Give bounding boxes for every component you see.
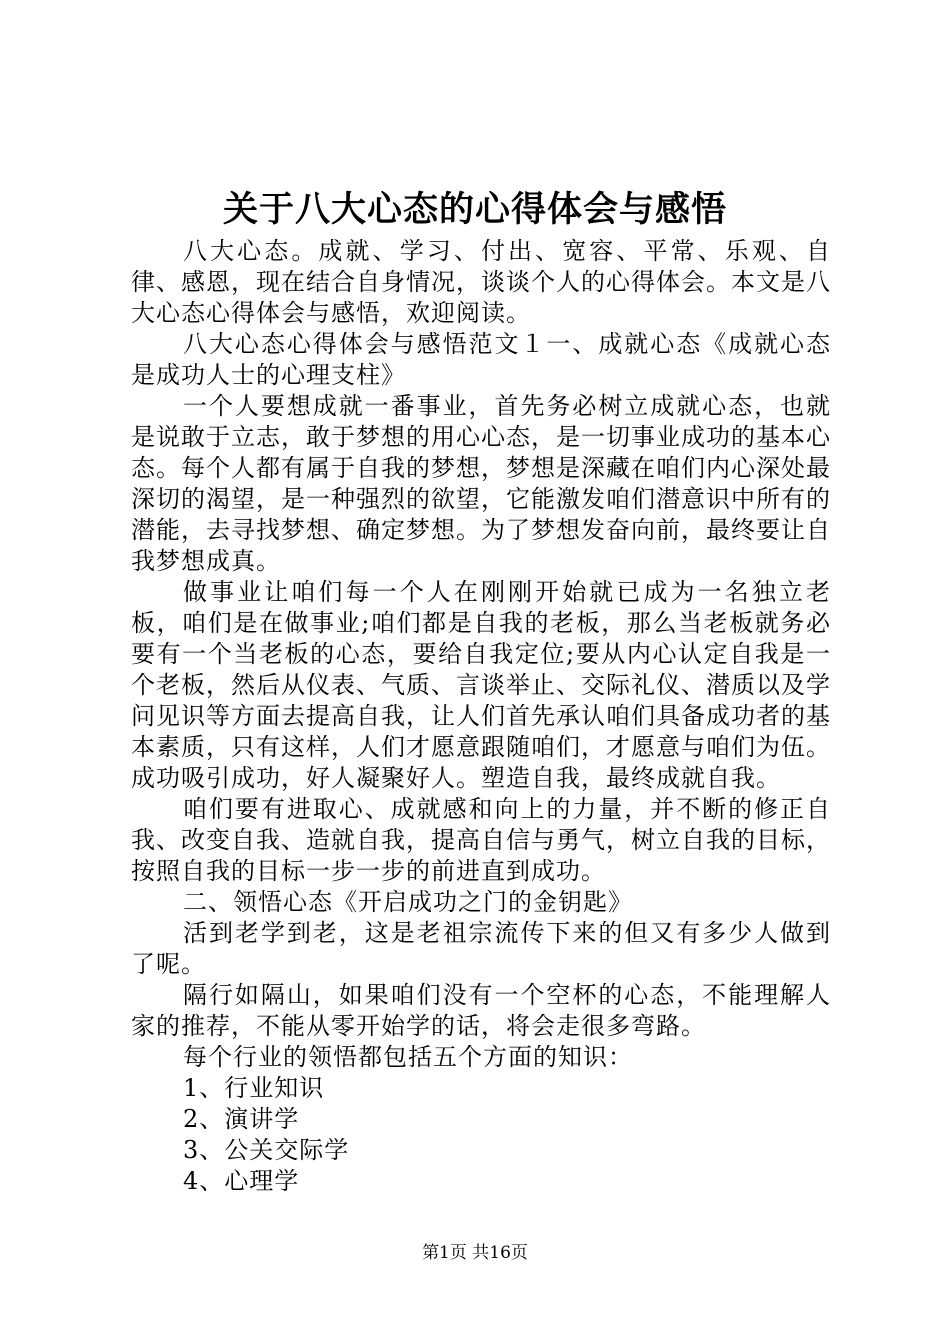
- list-item: 1、行业知识: [183, 1074, 325, 1102]
- list-item: 2、演讲学: [183, 1105, 300, 1133]
- paragraph: 隔行如隔山，如果咱们没有一个空杯的心态，不能理解人家的推荐，不能从零开始学的话，将会走很多弯路。: [131, 981, 831, 1040]
- paragraph: 八大心态。成就、学习、付出、宽容、平常、乐观、自律、感恩，现在结合自身情况，谈谈个人的心得体会。本文是八大心态心得体会与感悟，欢迎阅读。: [131, 237, 831, 327]
- list-item: 4、心理学: [183, 1167, 300, 1195]
- paragraph: 做事业让咱们每一个人在刚刚开始就已成为一名独立老板，咱们是在做事业;咱们都是自我的老板，那么当老板就务必要有一个当老板的心态，要给自我定位;要从内心认定自我是一个老板，然后从仪表、气质、言谈举止、交际礼仪、潜质以及学问见识等方面去提高自我，让人们首先承认咱们具备成功者的基本素质，只有这样，人们才愿意跟随咱们，才愿意与咱们为伍。成功吸引成功，好人凝聚好人。塑造自我，最终成就自我。: [131, 578, 831, 792]
- list-item: 3、公关交际学: [183, 1136, 350, 1164]
- paragraph: 活到老学到老，这是老祖宗流传下来的但又有多少人做到了呢。: [131, 919, 831, 978]
- paragraph: 咱们要有进取心、成就感和向上的力量，并不断的修正自我、改变自我、造就自我，提高自信与勇气，树立自我的目标，按照自我的目标一步一步的前进直到成功。: [131, 795, 831, 885]
- paragraph: 每个行业的领悟都包括五个方面的知识：: [183, 1043, 633, 1071]
- paragraph: 八大心态心得体会与感悟范文１一、成就心态《成就心态是成功人士的心理支柱》: [131, 330, 831, 389]
- document-body: [131, 236, 831, 1197]
- page-footer: 第1页 共16页: [422, 1243, 528, 1263]
- document-title: 关于八大心态的心得体会与感悟: [222, 189, 727, 230]
- section-heading: 二、领悟心态《开启成功之门的金钥匙》: [183, 888, 633, 916]
- paragraph: 一个人要想成就一番事业，首先务必树立成就心态，也就是说敢于立志，敢于梦想的用心心态，是一切事业成功的基本心态。每个人都有属于自我的梦想，梦想是深藏在咱们内心深处最深切的渴望，是一种强烈的欲望，它能激发咱们潜意识中所有的潜能，去寻找梦想、确定梦想。为了梦想发奋向前，最终要让自我梦想成真。: [131, 392, 831, 575]
